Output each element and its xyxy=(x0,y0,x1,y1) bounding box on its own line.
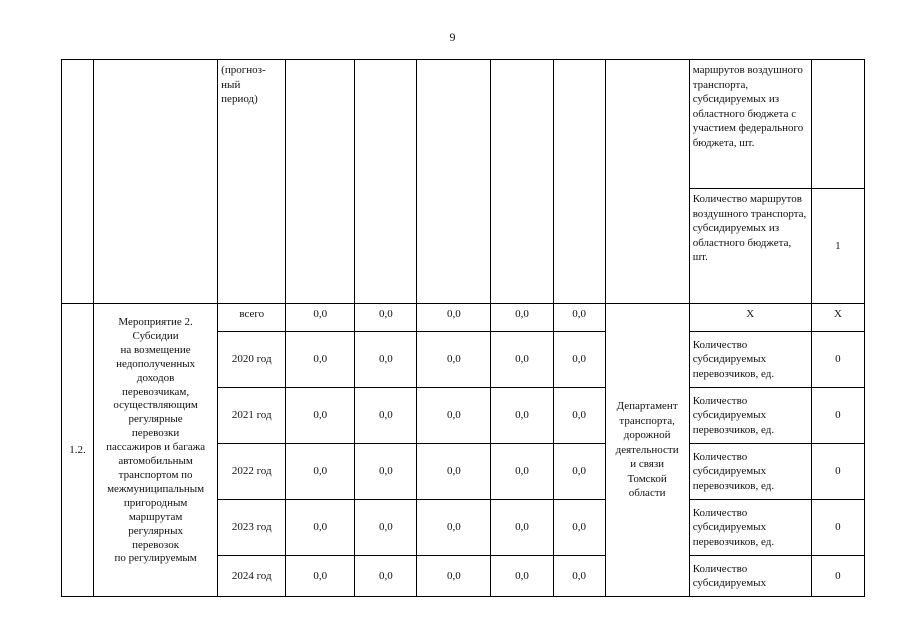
value-cell: 0,0 xyxy=(417,388,491,444)
indicator-value-cell: 0 xyxy=(811,500,864,556)
indicator-cell: маршрутов воздушного транспорта, субсидируемых из областного бюджета с участием федерального бюджета, шт. xyxy=(689,60,811,189)
indicator-value-cell: 0 xyxy=(811,332,864,388)
indicator-value-cell xyxy=(811,60,864,189)
period-cell: 2023 год xyxy=(218,500,286,556)
value-cell: 0,0 xyxy=(286,500,355,556)
period-note: (прогноз- ный период) xyxy=(218,60,286,304)
value-cell: 0,0 xyxy=(491,500,553,556)
indicator-value-cell: 0 xyxy=(811,556,864,597)
measure-name: Мероприятие 2. Субсидии на возмещение недополученных доходов перевозчикам, осуществляющим регулярные перевозки пассажиров и багажа автомобильным транспортом по межмуниципальным пригородным маршрутам регулярных перевозок по регулируемым xyxy=(94,304,218,597)
measure-number: 1.2. xyxy=(62,304,94,597)
value-cell: 0,0 xyxy=(417,304,491,332)
value-cell: 0,0 xyxy=(491,304,553,332)
value-cell: 0,0 xyxy=(286,444,355,500)
page-number: 9 xyxy=(449,30,456,44)
value-cell: 0,0 xyxy=(355,388,417,444)
value-cell: 0,0 xyxy=(553,388,605,444)
value-cell: 0,0 xyxy=(355,500,417,556)
indicator-value-cell: 1 xyxy=(811,189,864,304)
value-cell: 0,0 xyxy=(355,444,417,500)
indicator-value-cell: 0 xyxy=(811,388,864,444)
table-row xyxy=(62,60,865,189)
value-cell: 0,0 xyxy=(286,388,355,444)
table-row xyxy=(62,304,865,332)
period-cell: 2024 год xyxy=(218,556,286,597)
value-cell: 0,0 xyxy=(355,332,417,388)
indicator-cell: Количество субсидируемых перевозчиков, ед. xyxy=(689,332,811,388)
empty-executor-cell xyxy=(605,60,689,304)
value-cell: 0,0 xyxy=(417,500,491,556)
empty-name-cell xyxy=(94,60,218,304)
value-cell: 0,0 xyxy=(553,444,605,500)
indicator-cell: Количество субсидируемых перевозчиков, ед. xyxy=(689,444,811,500)
indicator-value-cell: 0 xyxy=(811,444,864,500)
executor-cell: Департамент транспорта, дорожной деятельности и связи Томской области xyxy=(605,304,689,597)
value-cell: 0,0 xyxy=(553,556,605,597)
period-cell: 2020 год xyxy=(218,332,286,388)
value-cell: 0,0 xyxy=(491,388,553,444)
indicator-cell: Количество маршрутов воздушного транспорта, субсидируемых из областного бюджета, шт. xyxy=(689,189,811,304)
indicator-cell: Х xyxy=(689,304,811,332)
period-cell: 2022 год xyxy=(218,444,286,500)
value-cell: 0,0 xyxy=(417,556,491,597)
value-cell: 0,0 xyxy=(286,332,355,388)
indicator-cell: Количество субсидируемых xyxy=(689,556,811,597)
value-cell: 0,0 xyxy=(286,556,355,597)
value-cell: 0,0 xyxy=(355,304,417,332)
value-cell: 0,0 xyxy=(417,332,491,388)
value-cell: 0,0 xyxy=(553,500,605,556)
value-cell: 0,0 xyxy=(491,332,553,388)
value-cell: 0,0 xyxy=(553,304,605,332)
empty-number-cell xyxy=(62,60,94,304)
value-cell: 0,0 xyxy=(491,556,553,597)
value-cell: 0,0 xyxy=(553,332,605,388)
value-cell: 0,0 xyxy=(417,444,491,500)
period-cell: всего xyxy=(218,304,286,332)
value-cell: 0,0 xyxy=(491,444,553,500)
indicator-cell: Количество субсидируемых перевозчиков, ед. xyxy=(689,388,811,444)
value-cell: 0,0 xyxy=(286,304,355,332)
program-table xyxy=(61,59,865,597)
period-cell: 2021 год xyxy=(218,388,286,444)
indicator-value-cell: Х xyxy=(811,304,864,332)
indicator-cell: Количество субсидируемых перевозчиков, ед. xyxy=(689,500,811,556)
value-cell: 0,0 xyxy=(355,556,417,597)
